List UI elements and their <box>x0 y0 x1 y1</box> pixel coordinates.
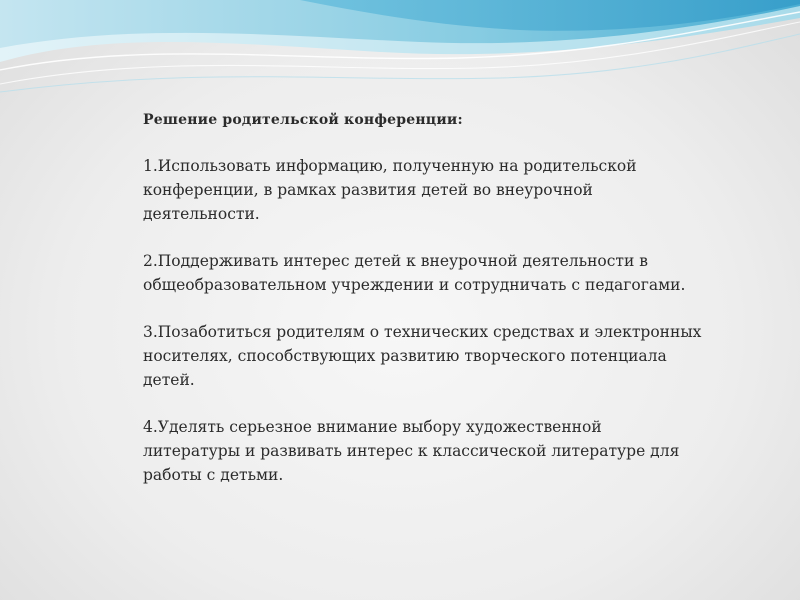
slide-content <box>143 108 703 510</box>
decision-item-4: 4.Уделять серьезное внимание выбору художественной литературы и развивать интерес к классической литературе для работы с детьми. <box>143 418 680 484</box>
decision-item-3: 3.Позаботиться родителям о технических средствах и электронных носителях, способствующих развитию творческого потенциала детей. <box>143 323 702 389</box>
decision-item-1: 1.Использовать информацию, полученную на родительской конференции, в рамках развития детей во внеурочной деятельности. <box>143 157 637 223</box>
decision-item-2: 2.Поддерживать интерес детей к внеурочной деятельности в общеобразовательном учреждении и сотрудничать с педагогами. <box>143 252 686 294</box>
slide-heading: Решение родительской конференции: <box>143 112 463 128</box>
header-wave-decoration <box>0 0 800 100</box>
